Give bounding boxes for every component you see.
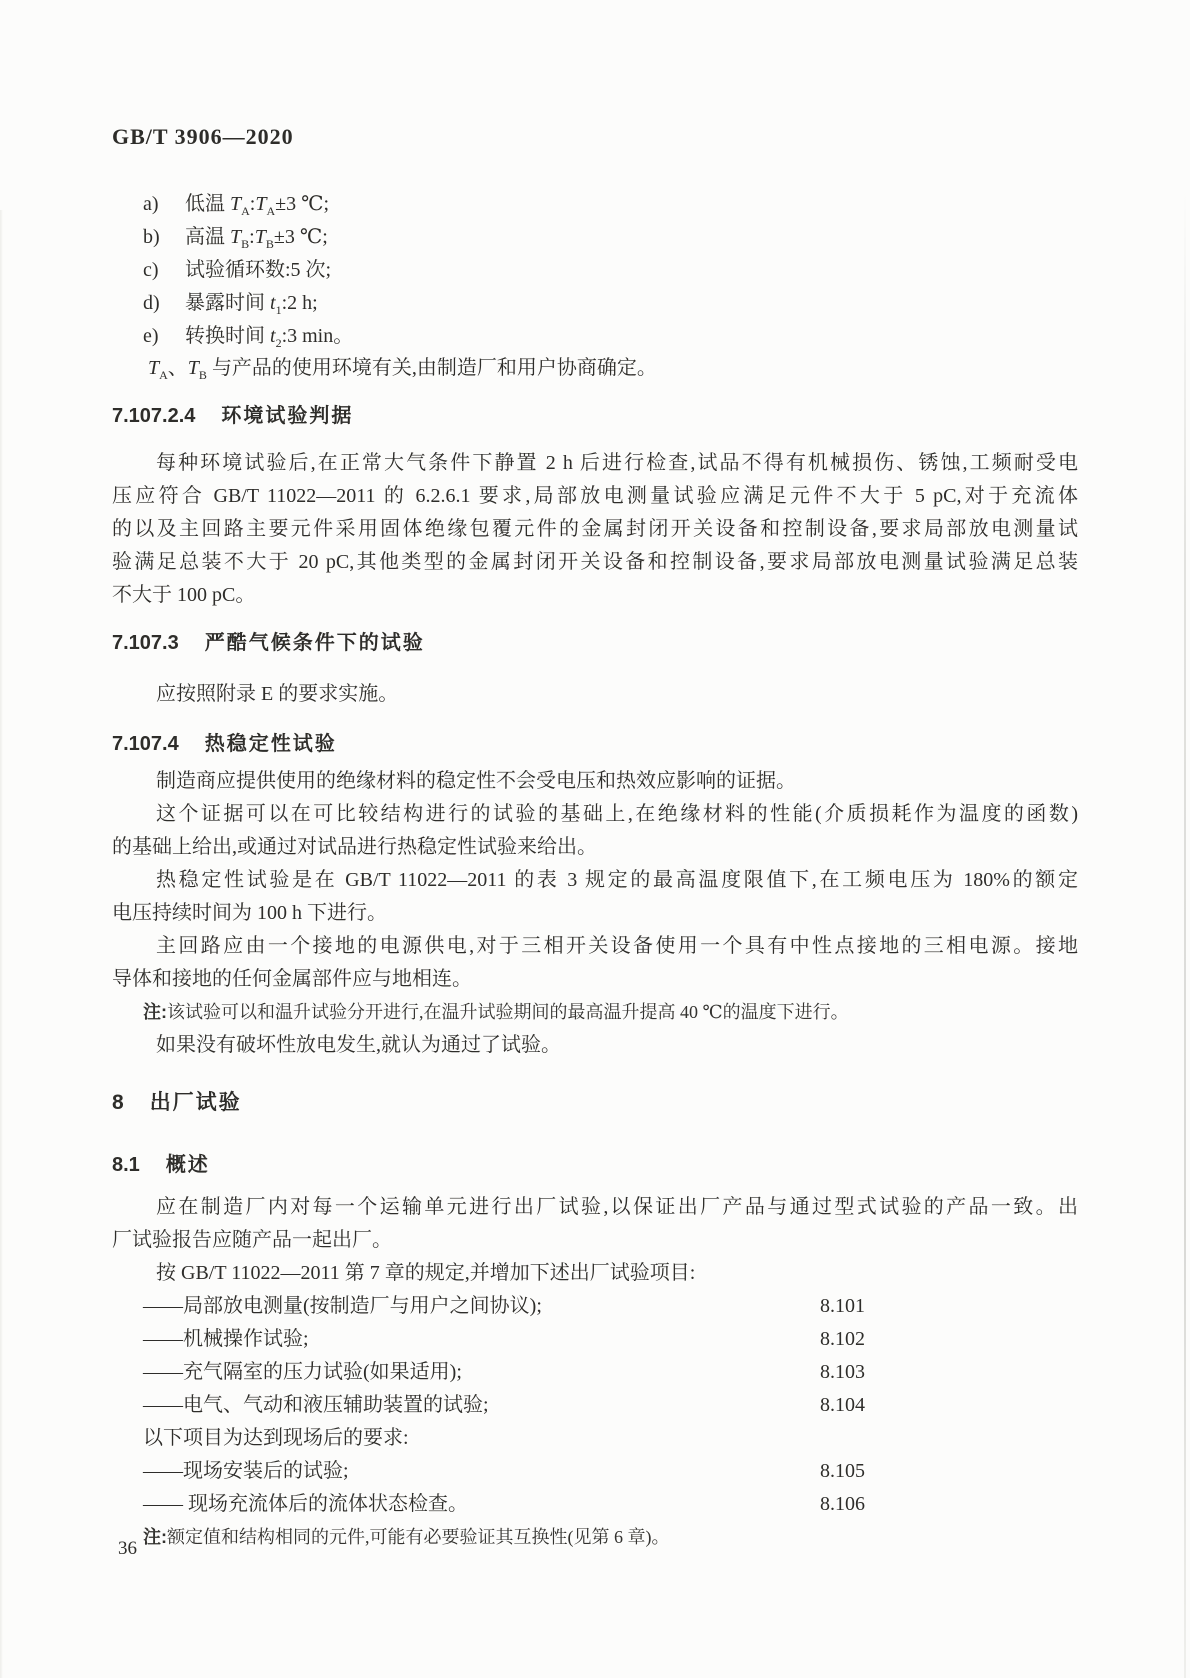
list-item-d: d) 暴露时间 $t_1:2$ h; [143,287,353,320]
page-number: 36 [118,1538,137,1559]
list-item-e: e) 转换时间 $t_2:3$ min。 [143,320,353,353]
clause-number: 7.107.3 [112,632,179,654]
clause-title: 概述 [165,1154,210,1176]
test-item-row [143,1290,1078,1323]
paragraph-envjudge [112,447,1078,612]
note-thermal [143,996,1078,1029]
paragraph-line: 热稳定性试验是在 GB/T 11022—2011 的表 3 规定的最高温度限值下,在工频电压为 180%的额定 [156,869,1078,891]
test-item-row [143,1356,1078,1389]
test-item-row [143,1389,1078,1422]
test-item-ref: 8.101 [820,1295,865,1317]
section-heading-7-107-4 [112,727,337,756]
paragraph-line: 电压持续时间为 100 h 下进行。 [112,902,387,924]
note-label: 注: [143,1002,167,1022]
test-item-label: 以下项目为达到现场后的要求: [143,1427,409,1449]
section-heading-7-107-2-4 [112,399,353,428]
note-overview [143,1521,1078,1554]
paragraph-line: 按 GB/T 11022—2011 第 7 章的规定,并增加下述出厂试验项目: [156,1262,696,1284]
section-heading-8-1 [112,1148,210,1177]
test-item-row [143,1488,1078,1521]
paragraph-climate: 应按照附录 E 的要求实施。 [156,683,399,705]
paragraph-line: 这个证据可以在可比较结构进行的试验的基础上,在绝缘材料的性能(介质损耗作为温度的函数) [156,803,1078,825]
note-label: 注: [143,1527,167,1547]
clause-number: 7.107.2.4 [112,405,196,427]
list-item-b: b) 高温 $T_B:T_B\pm 3$ ℃; [143,221,353,254]
environment-parameter-list [143,188,353,353]
clause-number: 7.107.4 [112,733,179,755]
test-item-label: ——局部放电测量(按制造厂与用户之间协议); [143,1295,542,1317]
list-marker: a) [143,193,159,215]
paragraph-line: 厂试验报告应随产品一起出厂。 [112,1229,392,1251]
paragraph-line: 导体和接地的任何金属部件应与地相连。 [112,968,472,990]
test-item-label: ——电气、气动和液压辅助装置的试验; [143,1394,489,1416]
list-item-c: c) 试验循环数:5 次; [143,254,353,287]
test-item-ref: 8.106 [820,1493,865,1515]
test-item-ref: 8.105 [820,1460,865,1482]
list-marker: d) [143,292,160,314]
clause-title: 环境试验判据 [221,405,354,427]
clause-title: 出厂试验 [149,1091,242,1114]
paragraph-line: 的以及主回路主要元件采用固体绝缘包覆元件的金属封闭开关设备和控制设备,要求局部放电测量试 [112,518,1078,540]
paragraph-line: 压应符合 GB/T 11022—2011 的 6.2.6.1 要求,局部放电测量试验应满足元件不大于 5 pC,对于充流体 [112,485,1078,507]
standard-number-header: GB/T 3906—2020 [112,124,294,149]
list-marker: b) [143,226,160,248]
paragraph-line: 每种环境试验后,在正常大气条件下静置 2 h 后进行检查,试品不得有机械损伤、锈蚀,工频耐受电 [156,452,1078,474]
paragraph-line: 不大于 100 pC。 [112,584,256,606]
paragraph-line: 如果没有破坏性放电发生,就认为通过了试验。 [156,1034,561,1056]
clause-number: 8.1 [112,1154,140,1176]
list-marker: c) [143,259,159,281]
paragraph-line: 制造商应提供使用的绝缘材料的稳定性不会受电压和热效应影响的证据。 [156,770,796,792]
list-item-a: a) 低温 $T_A:T_A\pm 3$ ℃; [143,188,353,221]
paragraph-line: 的基础上给出,或通过对试品进行热稳定性试验来给出。 [112,836,597,858]
paragraph-line: 应在制造厂内对每一个运输单元进行出厂试验,以保证出厂产品与通过型式试验的产品一致。出 [156,1196,1078,1218]
test-item-row [143,1422,1078,1455]
clause-title: 严酷气候条件下的试验 [204,632,425,654]
section-heading-7-107-3 [112,626,425,655]
test-item-row [143,1455,1078,1488]
paragraph-line: 主回路应由一个接地的电源供电,对于三相开关设备使用一个具有中性点接地的三相电源。接地 [156,935,1078,957]
scan-edge-left [0,210,3,1678]
paragraph-line: 验满足总装不大于 20 pC,其他类型的金属封闭开关设备和控制设备,要求局部放电测量试验满足总装 [112,551,1078,573]
paragraph-tatb: $T_A$、$T_B$ 与产品的使用环境有关,由制造厂和用户协商确定。 [148,357,657,382]
section-heading-8 [112,1086,242,1116]
clause-title: 热稳定性试验 [204,733,337,755]
test-item-row [143,1323,1078,1356]
test-item-ref: 8.104 [820,1394,865,1416]
test-item-label: ——机械操作试验; [143,1328,309,1350]
note-text: 该试验可以和温升试验分开进行,在温升试验期间的最高温升提高 40 ℃的温度下进行。 [167,1002,849,1022]
section-thermal-body [112,765,1078,1062]
note-text: 额定值和结构相同的元件,可能有必要验证其互换性(见第 6 章)。 [167,1527,670,1547]
section-overview-body [112,1191,1078,1554]
list-marker: e) [143,325,159,347]
test-item-label: ——现场安装后的试验; [143,1460,349,1482]
clause-number: 8 [112,1091,124,1114]
scan-edge-right [1184,190,1186,1678]
test-item-ref: 8.103 [820,1361,865,1383]
test-item-ref: 8.102 [820,1328,865,1350]
test-item-label: —— 现场充流体后的流体状态检查。 [143,1493,468,1515]
test-item-label: ——充气隔室的压力试验(如果适用); [143,1361,462,1383]
